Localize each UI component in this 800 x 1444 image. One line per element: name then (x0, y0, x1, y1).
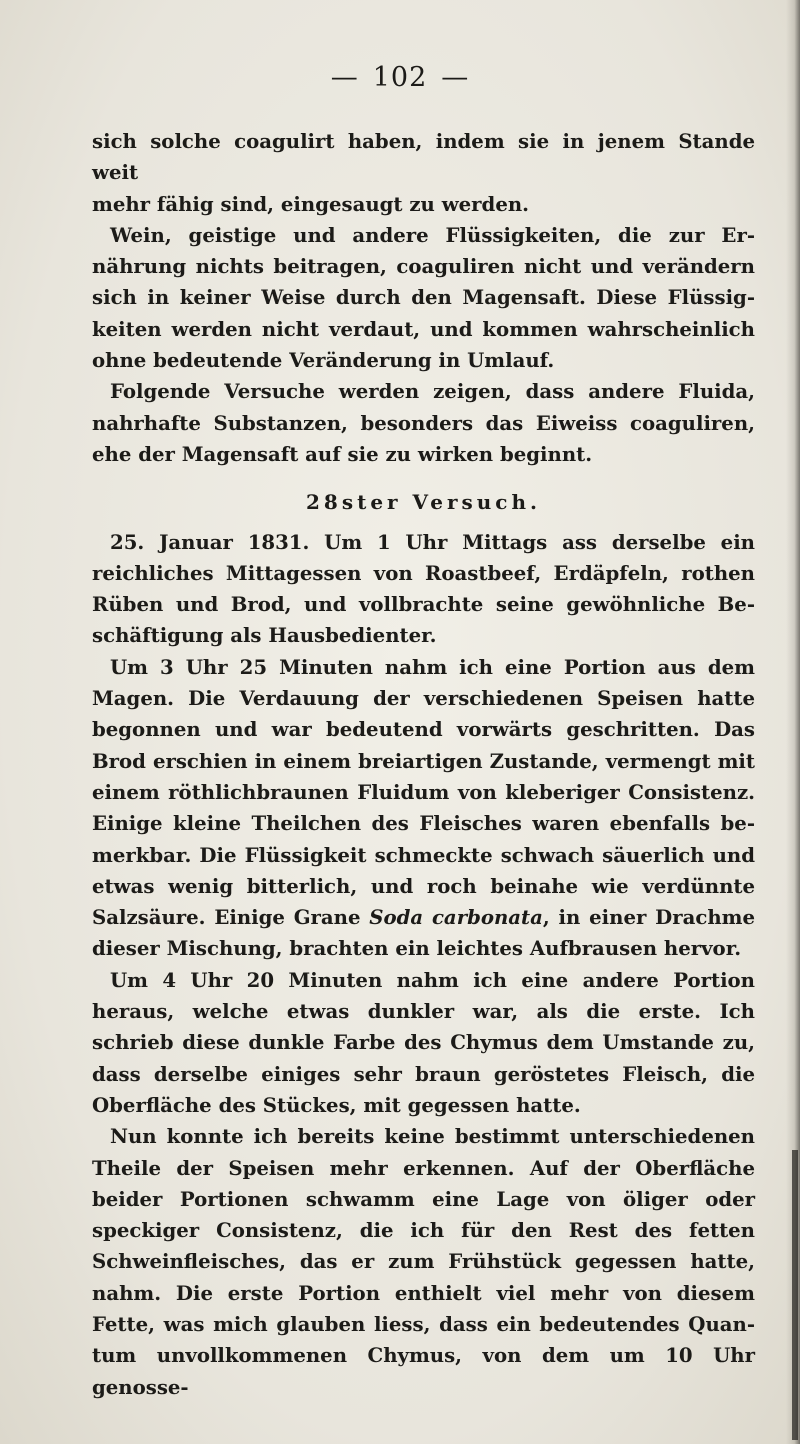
text-line: Nun konnte ich bereits keine bestimmt unterschiedenen (110, 1125, 755, 1149)
text-line: schäftigung als Hausbedienter. (92, 624, 437, 648)
italic-term: Soda carbonata (369, 906, 543, 930)
header-dash-left: — (330, 62, 359, 93)
text-line: nahm. Die erste Portion enthielt viel mehr von diesem (92, 1281, 755, 1305)
text-line: nährung nichts beitragen, coaguliren nicht und verändern (92, 255, 755, 279)
text-line: sich solche coagulirt haben, indem sie in jenem Stande weit (92, 130, 755, 185)
text-line: Um 3 Uhr 25 Minuten nahm ich eine Portion aus dem (110, 655, 755, 679)
text-segment: Salzsäure. Einige Grane (92, 906, 370, 930)
text-line: Brod erschien in einem breiartigen Zustande, vermengt mit (92, 749, 755, 773)
body-text (92, 126, 755, 1403)
text-line: einem röthlichbraunen Fluidum von kleberiger Consistenz. (92, 780, 755, 804)
text-line: Folgende Versuche werden zeigen, dass andere Fluida, (110, 380, 755, 404)
text-line: Schweinfleisches, das er zum Frühstück gegessen hatte, (92, 1250, 755, 1274)
page-edge-mark (792, 1150, 798, 1440)
text-line: tum unvollkommenen Chymus, von dem um 10 Uhr genosse- (92, 1344, 755, 1399)
text-line: begonnen und war bedeutend vorwärts geschritten. Das (92, 718, 755, 742)
text-line: ohne bedeutende Veränderung in Umlauf. (92, 349, 555, 373)
text-line: 25. Januar 1831. Um 1 Uhr Mittags ass derselbe ein (110, 530, 755, 554)
text-segment: , in einer Drachme (542, 906, 755, 930)
text-line: beider Portionen schwamm eine Lage von öliger oder (92, 1187, 755, 1211)
page-number: 102 (372, 62, 428, 93)
text-line: keiten werden nicht verdaut, und kommen wahrscheinlich (92, 317, 755, 341)
text-line: heraus, welche etwas dunkler war, als die erste. Ich (92, 1000, 755, 1024)
text-line: nahrhafte Substanzen, besonders das Eiweiss coaguliren, (92, 411, 755, 435)
text-line (92, 902, 755, 933)
text-line: merkbar. Die Flüssigkeit schmeckte schwach säuerlich und (92, 843, 755, 867)
text-line: Wein, geistige und andere Flüssigkeiten, die zur Er- (110, 223, 755, 247)
text-line: sich in keiner Weise durch den Magensaft. Diese Flüssig- (92, 286, 755, 310)
text-line: ehe der Magensaft auf sie zu wirken beginnt. (92, 442, 593, 466)
text-line: etwas wenig bitterlich, und roch beinahe wie verdünnte (92, 874, 755, 898)
text-line: Magen. Die Verdauung der verschiedenen Speisen hatte (92, 687, 755, 711)
page-header (0, 62, 800, 93)
text-line: speckiger Consistenz, die ich für den Rest des fetten (92, 1219, 755, 1243)
text-line: schrieb diese dunkle Farbe des Chymus dem Umstande zu, (92, 1031, 755, 1055)
text-line: Um 4 Uhr 20 Minuten nahm ich eine andere Portion (110, 968, 755, 992)
text-line: Theile der Speisen mehr erkennen. Auf der Oberfläche (92, 1156, 755, 1180)
header-dash-right: — (441, 62, 470, 93)
text-line: Oberfläche des Stückes, mit gegessen hatte. (92, 1093, 581, 1117)
text-line: dass derselbe einiges sehr braun geröstetes Fleisch, die (92, 1062, 755, 1086)
text-line: reichliches Mittagessen von Roastbeef, Erdäpfeln, rothen (92, 561, 755, 585)
text-line: dieser Mischung, brachten ein leichtes Aufbrausen hervor. (92, 937, 742, 961)
text-line: Rüben und Brod, und vollbrachte seine gewöhnliche Be- (92, 593, 755, 617)
text-line: Fette, was mich glauben liess, dass ein bedeutendes Quan- (92, 1312, 755, 1336)
text-line: Einige kleine Theilchen des Fleisches waren ebenfalls be- (92, 812, 755, 836)
text-line: mehr fähig sind, eingesaugt zu werden. (92, 192, 530, 216)
section-heading: 28ster Versuch. (306, 490, 541, 515)
